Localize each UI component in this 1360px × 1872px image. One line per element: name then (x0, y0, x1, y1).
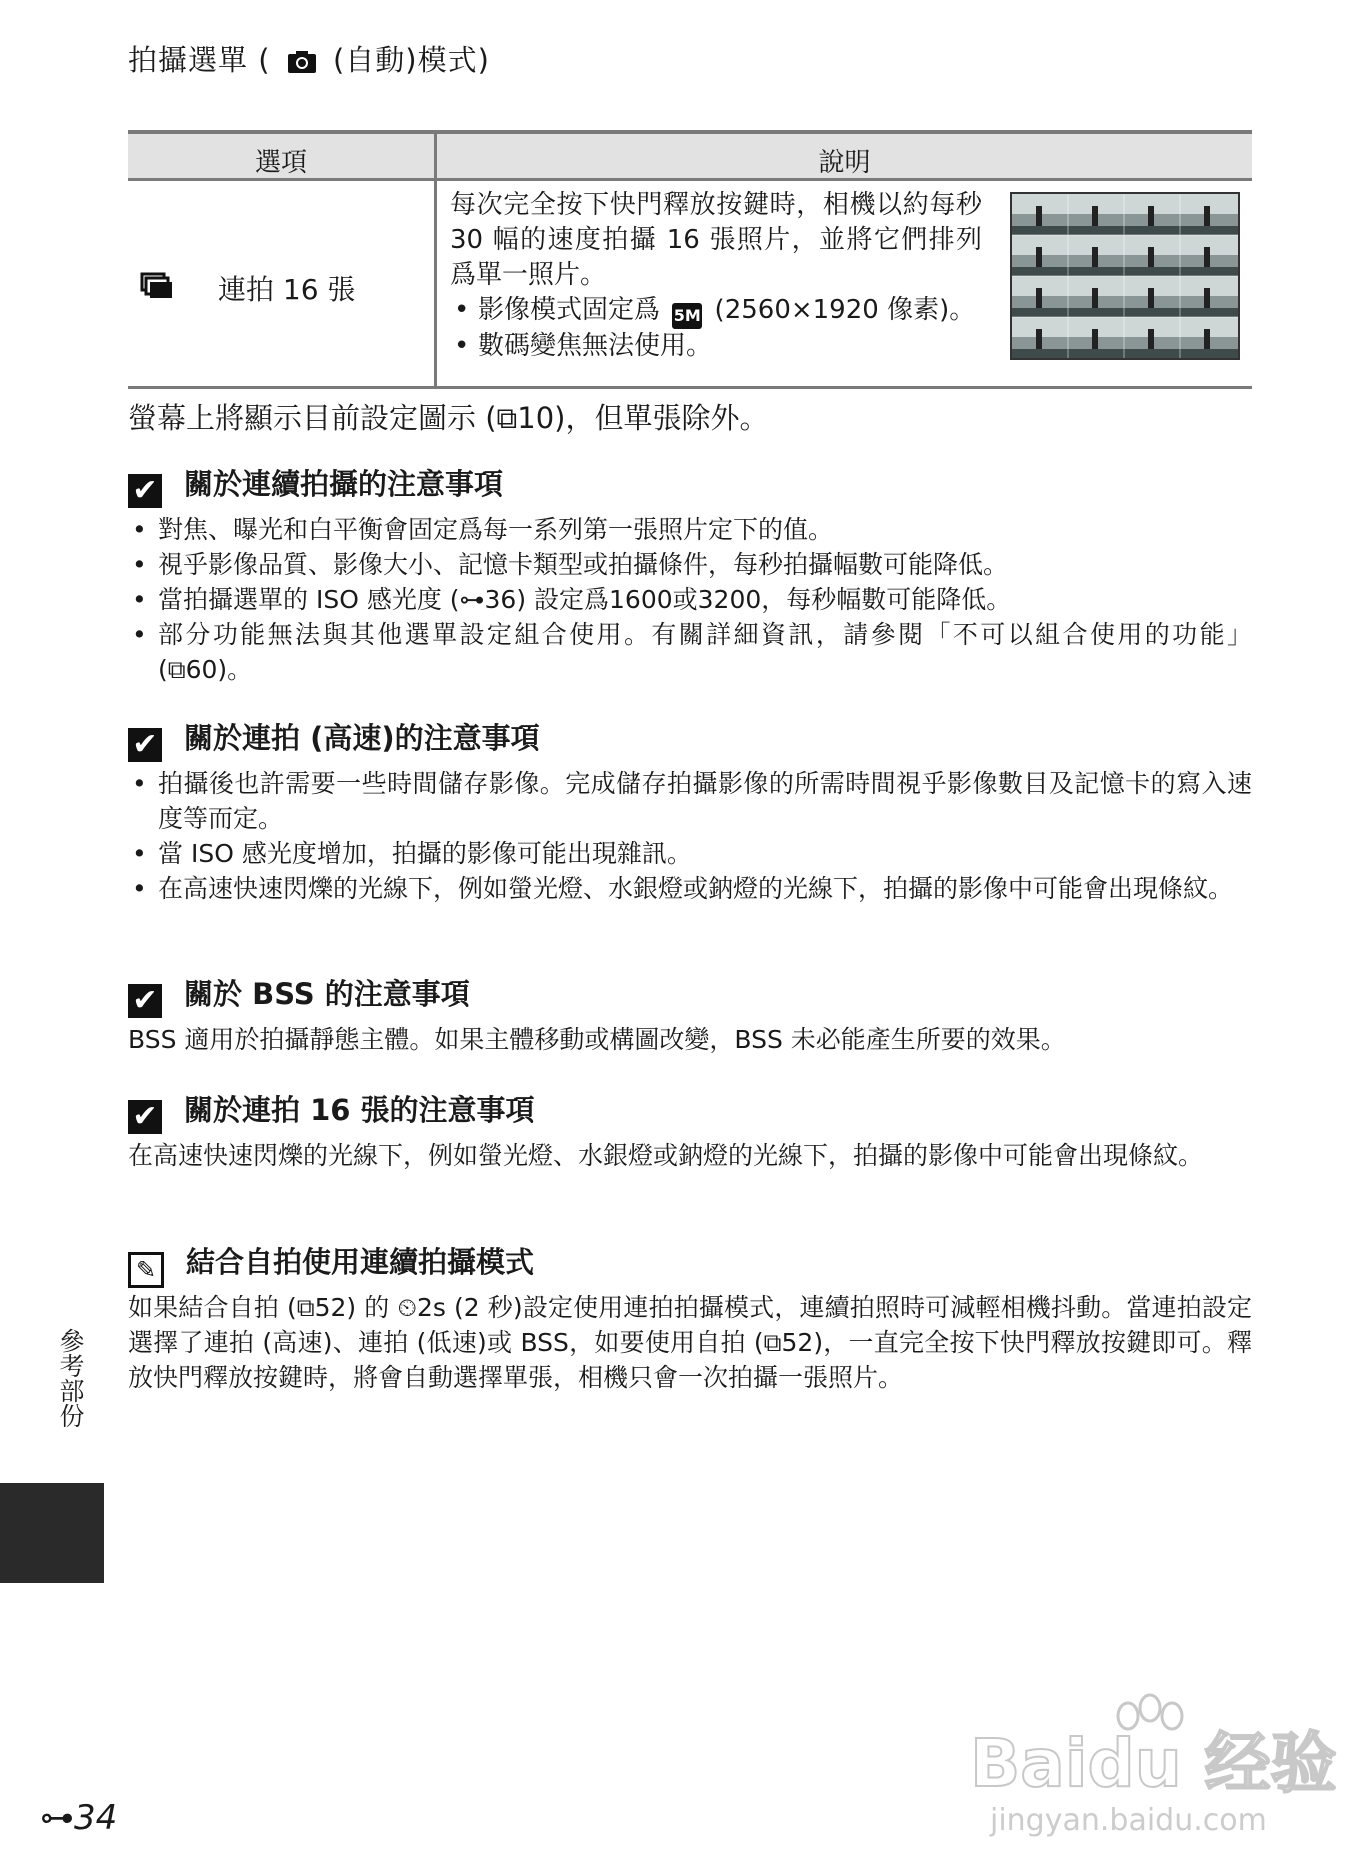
image-mode-5m-icon: 5M (672, 303, 702, 329)
title-suffix: (自動)模式) (332, 43, 490, 77)
page-number: ⊶34 (40, 1798, 118, 1838)
settings-icon-note: 螢幕上將顯示目前設定圖示 (⧉10)，但單張除外。 (128, 401, 769, 435)
watermark-url: jingyan.baidu.com (990, 1803, 1267, 1838)
watermark-text: Baidu 经验 (970, 1725, 1337, 1802)
multi-shot-16-icon (140, 272, 174, 306)
column-header-option: 選項 (254, 148, 307, 178)
section-text-bss: BSS 適用於拍攝靜態主體。如果主體移動或構圖改變，BSS 未必能產生所要的效果。 (128, 1025, 1066, 1054)
description-intro: 每次完全按下快門釋放按鍵時，相機以約每秒 30 幅的速度拍攝 16 張照片，並將它們排列爲單一照片。 (450, 190, 982, 290)
camera-icon (287, 47, 317, 81)
section-text-multi-16: 在高速快速閃爍的光線下，例如螢光燈、水銀燈或鈉燈的光線下，拍攝的影像中可能會出現條紋。 (128, 1141, 1204, 1170)
check-mark-icon: ✔ (128, 1100, 162, 1134)
baidu-watermark (960, 1690, 1337, 1844)
title-prefix: 拍攝選單 ( (128, 43, 271, 77)
description-bullet: • 數碼變焦無法使用。 (450, 329, 982, 364)
list-item: • 在高速快速閃爍的光線下，例如螢光燈、水銀燈或鈉燈的光線下，拍攝的影像中可能會出現條紋。 (128, 871, 1252, 906)
option-description (450, 188, 982, 364)
section-heading-bss: ✔ 關於 BSS 的注意事項 (128, 972, 470, 1018)
section-tab-marker (0, 1483, 104, 1583)
section-text-self-timer: 如果結合自拍 (⧉52) 的 ⏲2s (2 秒)設定使用連拍拍攝模式，連續拍照時可減輕相機抖動。當連拍設定選擇了連拍 (高速)、連拍 (低速)或 BSS，如要使用自拍 (⧉52)，一直完全按下快門釋放按鍵即可。釋放快門釋放按鍵時，將會自動選擇單張，相機只會一次拍攝一張照片。 (128, 1293, 1252, 1392)
check-mark-icon: ✔ (128, 984, 162, 1018)
page-title (128, 38, 490, 81)
description-bullet: • 影像模式固定爲 5M (2560×1920 像素)。 (450, 293, 982, 329)
list-item: • 對焦、曝光和白平衡會固定爲每一系列第一張照片定下的值。 (128, 512, 1252, 547)
list-item: • 當拍攝選單的 ISO 感光度 (⊶36) 設定爲1600或3200，每秒幅數可能降低。 (128, 582, 1252, 617)
section-heading-continuous: ✔ 關於連續拍攝的注意事項 (128, 462, 503, 508)
table-bottom-border (128, 386, 1252, 389)
section-list-continuous (128, 512, 1252, 687)
section-list-high-speed (128, 766, 1252, 906)
list-item: • 拍攝後也許需要一些時間儲存影像。完成儲存拍攝影像的所需時間視乎影像數目及記憶卡的寫入速度等而定。 (128, 766, 1252, 836)
side-label: 參考部份 (56, 1328, 85, 1428)
pencil-icon: ✎ (128, 1252, 164, 1288)
sample-photo-grid (1010, 192, 1240, 360)
check-mark-icon: ✔ (128, 474, 162, 508)
list-item: • 當 ISO 感光度增加，拍攝的影像可能出現雜訊。 (128, 836, 1252, 871)
check-mark-icon: ✔ (128, 728, 162, 762)
section-heading-multi-16: ✔ 關於連拍 16 張的注意事項 (128, 1088, 535, 1134)
section-heading-high-speed: ✔ 關於連拍 (高速)的注意事項 (128, 716, 540, 762)
option-label: 連拍 16 張 (218, 273, 356, 306)
column-header-description: 說明 (818, 148, 871, 178)
list-item: • 部分功能無法與其他選單設定組合使用。有關詳細資訊，請參閱「不可以組合使用的功能」(⧉60)。 (128, 617, 1252, 687)
section-heading-self-timer: ✎ 結合自拍使用連續拍攝模式 (128, 1240, 534, 1288)
list-item: • 視乎影像品質、影像大小、記憶卡類型或拍攝條件，每秒拍攝幅數可能降低。 (128, 547, 1252, 582)
